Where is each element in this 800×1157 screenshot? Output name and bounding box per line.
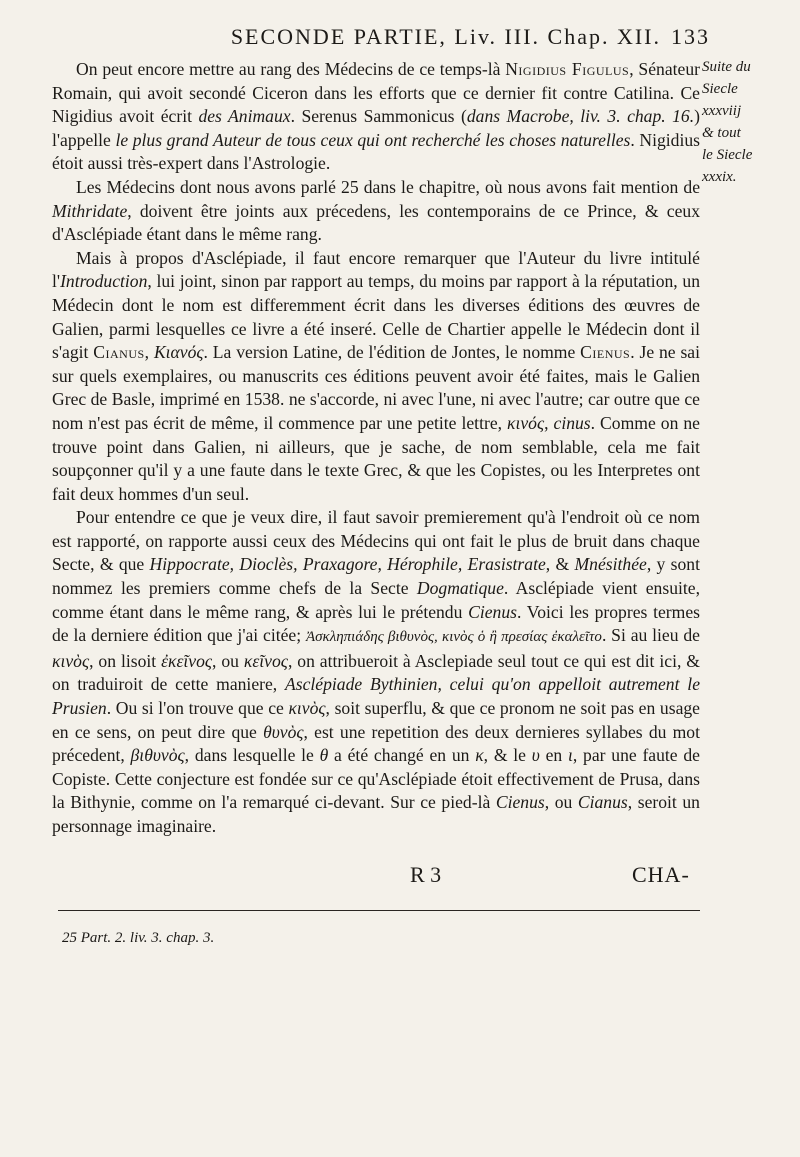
running-header [70,24,710,50]
greek-letter: ι [567,745,573,766]
greek-letter: κ [475,745,484,766]
book-title: des Animaux [198,106,291,127]
greek-quotation: Ἀσκληπιάδης βιθυνὸς, κινὸς ὁ ἢ πρεσίας ἐκαλεῖτο [305,629,602,646]
text-run: . Voici les propres termes de la derniere édition que j'ai citée; [52,601,700,646]
text-run: , y sont nommez les premiers comme chefs de la Secte [52,554,700,599]
person-name: Cienus [495,792,545,813]
text-run: Les Médecins dont nous avons parlé 25 dans le chapitre, où nous avons fait mention de [76,176,700,197]
text-run: , Sénateur Romain, qui avoit secondé Ciceron dans les efforts que ce dernier fit contre Catilina. Ce Nigidius avoit écrit [52,59,700,127]
greek-word: κινὸς [288,698,326,719]
text-run: . Ou si l'on trouve que ce [106,698,289,719]
signature-mark: R 3 [410,862,442,887]
book-title: Introduction [60,271,148,292]
greek-word: Κιανός [153,342,204,363]
margin-note [702,56,794,188]
person-name: Mnésithée [574,554,647,575]
text-run: , on attribueroit à Asclepiade seul tout ce qui est dit ici, & on traduiroit de cette maniere, [52,650,700,695]
text-run: , on lisoit [89,650,162,671]
paragraph-3 [52,247,700,507]
text-run: , [544,412,554,433]
text-run: , est une repetition des deux dernieres syllabes du mot précedent, [52,721,700,766]
text-run: , soit superflu, & que ce pronom ne soit pas en usage en ce sens, on peut dire que [52,698,700,742]
margin-line: xxxviij [702,103,742,119]
text-run: . Nigidius étoit aussi très-expert dans l'Astrologie. [52,129,701,174]
quotation: le plus grand Auteur de tous ceux qui ont recherché les choses naturelles [115,129,631,150]
sect-name: Dogmatique [416,578,504,599]
greek-word: ἐκεῖνος [161,650,213,671]
text-run: Pour entendre ce que je veux dire, il faut savoir premierement qu'à l'endroit où ce nom est rapporté, on rapporte aussi ceux des Médecins qui ont fait le plus de bruit dans chaque Secte, & que [52,507,700,575]
person-name: Cienus [580,342,631,363]
person-name: Cienus [468,601,517,622]
translation: Asclépiade Bythinien, celui qu'on appelloit autrement le Prusien [52,674,700,719]
greek-word: θυνὸς [263,721,304,742]
page-number: 133 [671,24,710,49]
text-run: , doivent être joints aux précedens, les contemporains de ce Prince, & ceux d'Asclépiade étant dans le même rang. [52,200,700,245]
text-run: . Serenus Sammonicus ( [290,106,467,127]
text-run: , dans lesquelle le [184,745,320,766]
latin-word: cinus [553,412,591,433]
margin-line: xxxix. [702,169,737,185]
text-run: , lui joint, sinon par rapport au temps, du moins par rapport à la réputation, un Médecin dont le nom est differemment écrit dans les diverses éditions des œuvres de Galien, parmi lesquelles ce livre a été inseré. Celle de Chartier appelle le Médecin dont il s'agit [52,271,700,363]
greek-letter: υ [531,745,540,766]
person-name: Cianus [577,792,628,813]
margin-line: & tout [702,125,741,141]
text-run: , [144,342,154,363]
margin-line: le Siecle [702,147,753,163]
greek-letter: θ [319,745,329,766]
paragraph-1 [52,58,700,176]
catchword: CHA- [632,862,690,887]
footnote: 25 Part. 2. liv. 3. chap. 3. [62,930,215,946]
text-run: . La version Latine, de l'édition de Jontes, le nomme [203,342,581,363]
person-name: Mithridate [52,200,128,221]
text-run: , par une faute de Copiste. Cette conjecture est fondée sur ce qu'Asclépiade étoit effectivement de Prusa, dans la Bithynie, comme on l'a remarqué ci-devant. Sur ce pied-là [52,745,700,813]
text-run: a été changé en un [328,745,476,766]
margin-line: Siecle [702,81,738,97]
person-name: Nigidius Figulus [505,59,630,79]
greek-word: κινὸς [52,650,90,671]
text-run: , seroit un personnage imaginaire. [52,792,700,836]
text-run: . Je ne sai sur quels exemplaires, ou manuscrits ces éditions peuvent avoir été faites, mais le Galien Grec de Basle, imprimé en 1538. ne s'accorde, ni avec l'une, ni avec l'autre; car outre que ce nom n'est pas écrit de même, il commence par une petite lettre, [52,342,700,433]
text-run: , & [545,554,575,575]
text-run: , ou [544,792,578,813]
paragraph-4 [52,506,700,838]
greek-word: κεῖνος [243,650,288,671]
margin-line: Suite du [702,59,751,75]
text-run: . Comme on ne trouve point dans Galien, ni ailleurs, que je sache, de nom semblable, cela me fait soupçonner qu'il y a une faute dans le texte Grec, & que les Copistes, ou les Interpretes ont fait deux hommes d'un seul. [52,412,700,504]
greek-word: βιθυνὸς [130,745,185,766]
person-name: Cianus [93,342,145,363]
greek-word: κινός [507,412,545,433]
text-run: On peut encore mettre au rang des Médecins de ce temps-là [76,59,506,79]
text-run: . Si au lieu de [601,625,700,646]
footnote-rule [58,910,700,911]
text-run: , & le [483,745,532,766]
citation: dans Macrobe, liv. 3. chap. 16. [466,106,695,127]
text-run: Mais à propos d'Asclépiade, il faut encore remarquer que l'Auteur du livre intitulé l' [52,247,700,292]
main-text [52,58,700,839]
text-run: en [539,745,568,766]
text-run: . Asclépiade vient ensuite, comme étant dans le même rang, & après lui le prétendu [52,578,700,622]
paragraph-2 [52,176,700,247]
text-run: , ou [212,650,244,671]
text-run: ) l'appelle [52,106,700,150]
person-names: Hippocrate, Dioclès, Praxagore, Hérophile, Erasistrate [149,554,546,575]
header-title: SECONDE PARTIE, Liv. III. Chap. XII. [230,24,661,49]
